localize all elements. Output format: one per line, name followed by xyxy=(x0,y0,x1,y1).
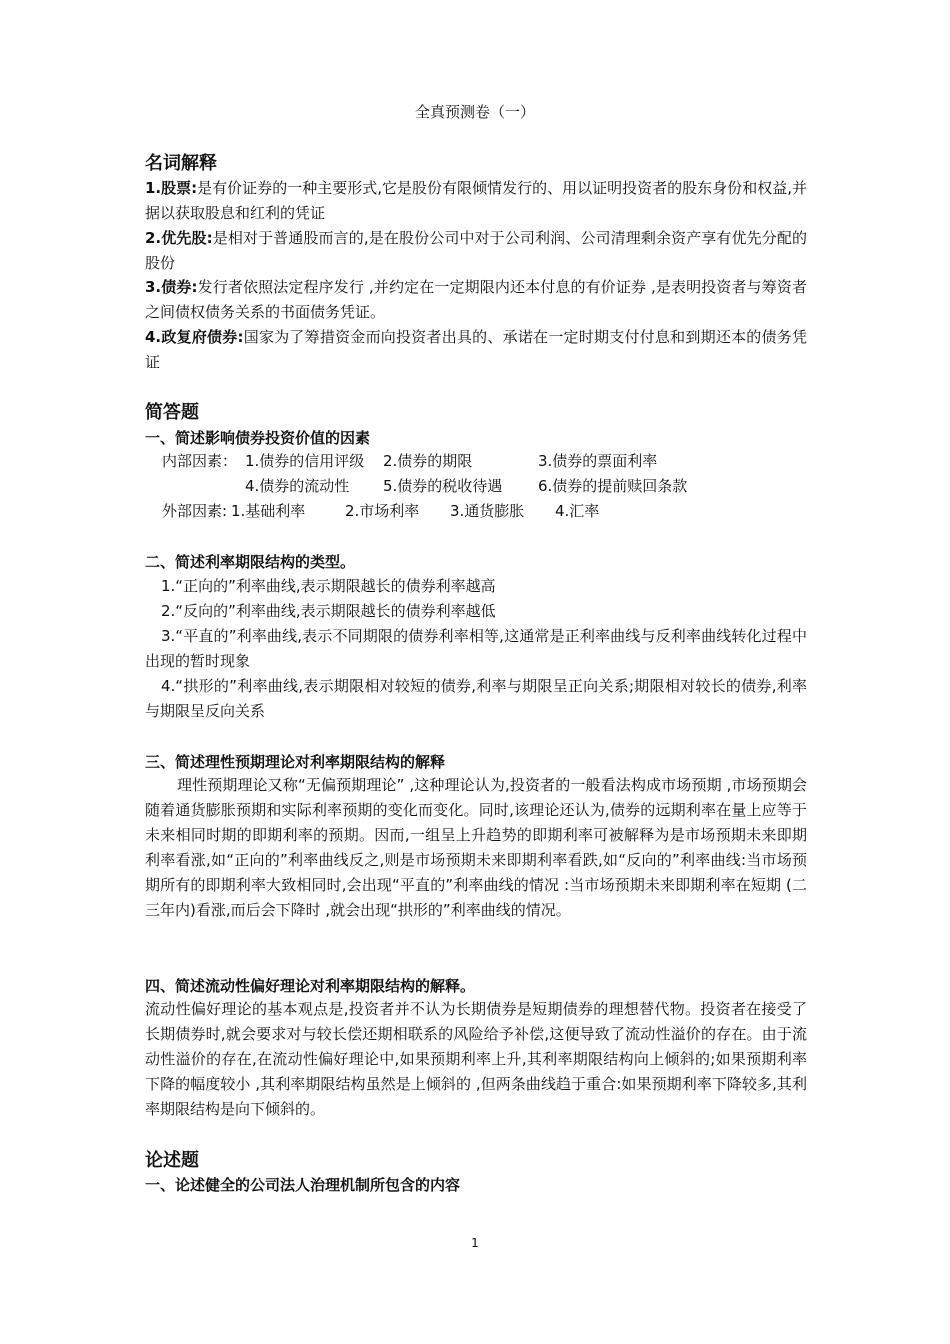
term-2 xyxy=(145,226,807,276)
external-factor-2: 2.市场利率 xyxy=(345,502,420,520)
short-q1-title: 一、简述影响债券投资价值的因素 xyxy=(145,429,371,447)
term-4-label: 4.政复府债券: xyxy=(145,328,244,346)
curve-type-3: 3.“平直的”利率曲线,表示不同期限的债券利率相等,这通常是正利率曲线与反利率曲线转化过程中出现的暂时现象 xyxy=(145,627,807,670)
internal-factors-label: 内部因素： xyxy=(162,452,238,470)
internal-factor-6: 6.债券的提前赎回条款 xyxy=(538,477,688,495)
external-factor-4: 4.汇率 xyxy=(555,502,600,520)
internal-factor-1: 1.债券的信用评级 xyxy=(245,452,365,470)
section-heading-essay: 论述题 xyxy=(145,1150,199,1171)
short-q3-body: 理性预期理论又称“无偏预期理论” ,这种理论认为,投资者的一般看法构成市场预期 ,市场预期会随着通货膨胀预期和实际利率预期的变化而变化。同时,该理论还认为,债券的远期利率在量上应等于未来相同时期的即期利率的预期。因而,一组呈上升趋势的即期利率可被解释为是市场预期未来即期利率看涨,如“正向的”利率曲线反之,则是市场预期未来即期利率看跌,如“反向的”利率曲线:当市场预期所有的即期利率大致相同时,会出现“平直的”利率曲线的情况 :当市场预期未来即期利率在短期 (二三年内)看涨,而后会下降时 ,就会出现“拱形的”利率曲线的情况。 xyxy=(145,776,807,919)
term-2-label: 2.优先股: xyxy=(145,229,213,247)
term-3-label: 3.债券: xyxy=(145,278,198,296)
term-2-definition: 是相对于普通股而言的,是在股份公司中对于公司利润、公司清理剩余资产享有优先分配的股份 xyxy=(145,229,807,272)
internal-factor-4: 4.债券的流动性 xyxy=(245,477,350,495)
external-factors-label: 外部因素: xyxy=(162,502,228,520)
term-4-definition: 国家为了筹措资金而向投资者出具的、承诺在一定时期支付付息和到期还本的债务凭证 xyxy=(145,328,807,371)
internal-factor-5: 5.债券的税收待遇 xyxy=(383,477,503,495)
term-3-definition: 发行者依照法定程序发行 ,并约定在一定期限内还本付息的有价证券 ,是表明投资者与筹资者之间债权债务关系的书面债务凭证。 xyxy=(145,278,807,321)
document-title: 全真预测卷（一） xyxy=(414,103,535,121)
page-number: 1 xyxy=(471,1236,479,1250)
term-4 xyxy=(145,325,807,375)
external-factor-3: 3.通货膨胀 xyxy=(450,502,525,520)
short-q4-body: 流动性偏好理论的基本观点是,投资者并不认为长期债券是短期债券的理想替代物。投资者在接受了长期债券时,就会要求对与较长偿还期相联系的风险给予补偿,这便导致了流动性溢价的存在。由于流动性溢价的存在,在流动性偏好理论中,如果预期利率上升,其利率期限结构向上倾斜的;如果预期利率下降的幅度较小 ,其利率期限结构虽然是上倾斜的 ,但两条曲线趋于重合:如果预期利率下降较多,其利率期限结构是向下倾斜的。 xyxy=(145,1000,807,1118)
short-q2-title: 二、简述利率期限结构的类型。 xyxy=(145,553,356,571)
term-3 xyxy=(145,275,807,325)
curve-type-2: 2.“反向的”利率曲线,表示期限越长的债券利率越低 xyxy=(161,602,496,620)
term-1-definition: 是有价证券的一种主要形式,它是股份有限倾情发行的、用以证明投资者的股东身份和权益,并据以获取股息和红利的凭证 xyxy=(145,179,807,222)
term-1-label: 1.股票: xyxy=(145,179,198,197)
external-factor-1: 1.基础利率 xyxy=(231,502,306,520)
section-heading-terms: 名词解释 xyxy=(145,153,217,174)
short-q3-title: 三、简述理性预期理论对利率期限结构的解释 xyxy=(145,753,446,771)
internal-factor-3: 3.债券的票面利率 xyxy=(538,452,658,470)
essay-q1-title: 一、论述健全的公司法人治理机制所包含的内容 xyxy=(145,1176,461,1194)
curve-type-1: 1.“正向的”利率曲线,表示期限越长的债券利率越高 xyxy=(161,577,496,595)
section-heading-short: 简答题 xyxy=(145,402,199,423)
term-1 xyxy=(145,176,807,226)
internal-factor-2: 2.债券的期限 xyxy=(383,452,473,470)
curve-type-4: 4.“拱形的”利率曲线,表示期限相对较短的债券,利率与期限呈正向关系;期限相对较长的债券,利率与期限呈反向关系 xyxy=(145,677,807,720)
short-q4-title: 四、简述流动性偏好理论对利率期限结构的解释。 xyxy=(145,977,476,995)
